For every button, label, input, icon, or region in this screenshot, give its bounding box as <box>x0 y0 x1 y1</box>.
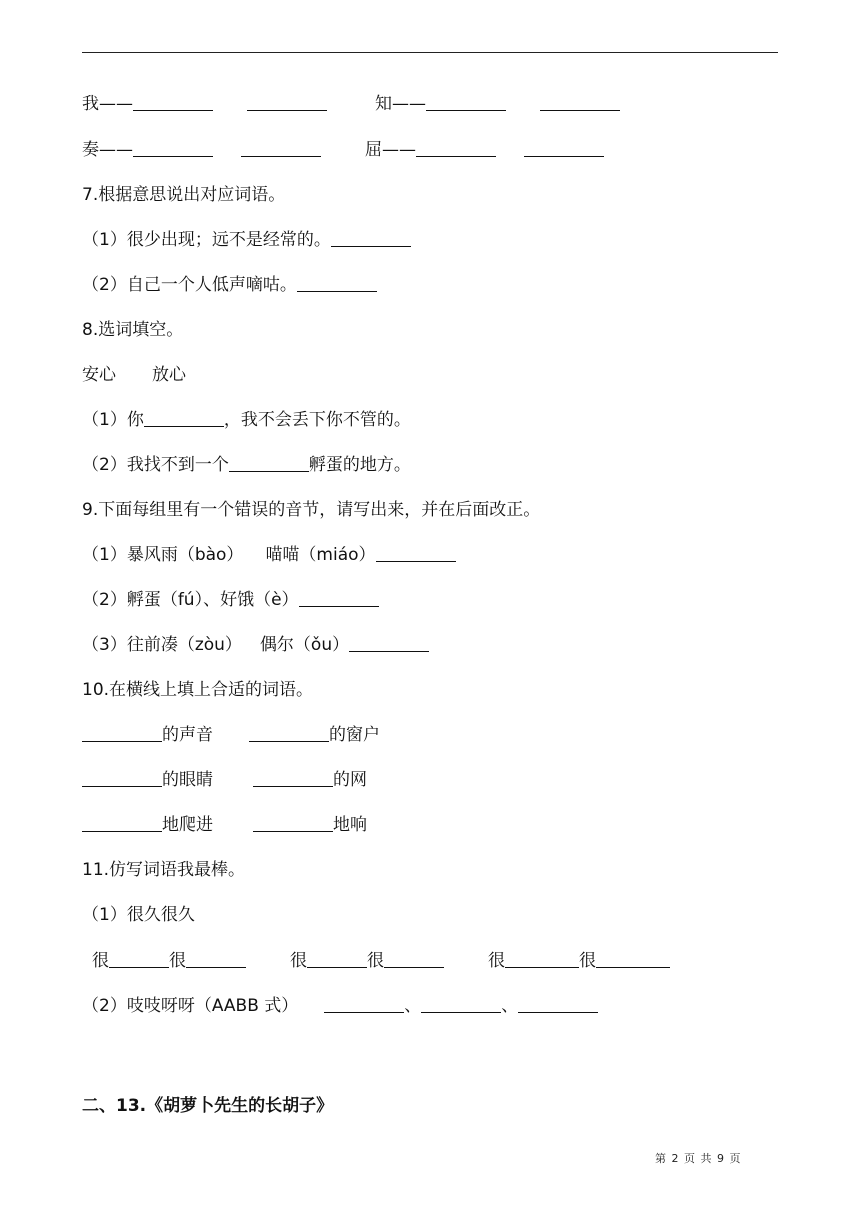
q9-item-2 <box>82 587 379 613</box>
q9-item-1-a: （1）暴风雨（bào） <box>82 545 244 565</box>
q11-sep: 、 <box>501 996 519 1016</box>
row1-char1: 我—— <box>82 94 133 114</box>
q8-item-2 <box>82 452 411 478</box>
answer-blank[interactable] <box>144 408 224 427</box>
q9-item-3 <box>82 632 429 658</box>
answer-blank[interactable] <box>299 588 379 607</box>
answer-blank[interactable] <box>505 949 579 968</box>
q10-row-2 <box>82 767 367 793</box>
q8-item-2-pre: （2）我找不到一个 <box>82 455 229 475</box>
q7-item-2 <box>82 272 377 298</box>
row2-char2: 屈—— <box>365 140 416 160</box>
q11-hen: 很 <box>290 951 307 971</box>
q9-item-1 <box>82 542 456 568</box>
answer-blank[interactable] <box>241 138 321 157</box>
q9-item-1-b: 喵喵（miáo） <box>265 545 376 565</box>
q8-item-2-post: 孵蛋的地方。 <box>308 455 411 475</box>
q9-item-3-b: 偶尔（ǒu） <box>259 635 350 655</box>
q11-hen: 很 <box>488 951 505 971</box>
answer-blank[interactable] <box>82 768 162 787</box>
q7-item-2-text: （2）自己一个人低声嘀咕。 <box>82 275 297 295</box>
section-2-title: 二、13.《胡萝卜先生的长胡子》 <box>82 1096 334 1116</box>
answer-blank[interactable] <box>331 228 411 247</box>
answer-blank[interactable] <box>376 543 456 562</box>
q10-word: 的声音 <box>162 725 213 745</box>
q9-item-2-text: （2）孵蛋（fú）、好饿（è） <box>82 590 299 610</box>
q10-title: 10.在横线上填上合适的词语。 <box>82 680 314 700</box>
answer-blank[interactable] <box>82 723 162 742</box>
q10-row-3 <box>82 812 367 838</box>
answer-blank[interactable] <box>426 92 506 111</box>
answer-blank[interactable] <box>186 949 246 968</box>
row2-char1: 奏—— <box>82 140 133 160</box>
q11-sep: 、 <box>404 996 422 1016</box>
answer-blank[interactable] <box>133 92 213 111</box>
q10-word: 地响 <box>333 815 367 835</box>
q9-title: 9.下面每组里有一个错误的音节，请写出来，并在后面改正。 <box>82 500 541 520</box>
answer-blank[interactable] <box>349 633 429 652</box>
q8-title: 8.选词填空。 <box>82 320 184 340</box>
answer-blank[interactable] <box>518 994 598 1013</box>
q10-word: 的眼睛 <box>162 770 213 790</box>
answer-blank[interactable] <box>324 994 404 1013</box>
q8-item-1-pre: （1）你 <box>82 410 144 430</box>
q11-pattern-row <box>92 948 670 974</box>
q10-word: 的窗户 <box>329 725 380 745</box>
answer-blank[interactable] <box>416 138 496 157</box>
answer-blank[interactable] <box>307 949 367 968</box>
q8-item-1 <box>82 407 411 433</box>
q10-word: 地爬进 <box>162 815 213 835</box>
q11-item-2-text: （2）吱吱呀呀（AABB 式） <box>82 996 299 1016</box>
answer-blank[interactable] <box>229 453 309 472</box>
q7-title: 7.根据意思说出对应词语。 <box>82 185 286 205</box>
q8-option-1: 安心 <box>82 365 116 385</box>
q11-hen: 很 <box>367 951 384 971</box>
q11-hen: 很 <box>579 951 596 971</box>
row1-char2: 知—— <box>375 94 426 114</box>
q8-options <box>82 362 186 388</box>
q11-title: 11.仿写词语我最棒。 <box>82 860 246 880</box>
q8-option-2: 放心 <box>152 365 186 385</box>
answer-blank[interactable] <box>297 273 377 292</box>
q9-item-3-a: （3）往前凑（zòu） <box>82 635 242 655</box>
answer-blank[interactable] <box>133 138 213 157</box>
word-row-2 <box>82 137 604 163</box>
answer-blank[interactable] <box>109 949 169 968</box>
answer-blank[interactable] <box>247 92 327 111</box>
header-rule <box>82 52 778 53</box>
answer-blank[interactable] <box>421 994 501 1013</box>
q10-word: 的网 <box>333 770 367 790</box>
q8-item-1-post: ，我不会丢下你不管的。 <box>223 410 411 430</box>
q11-item-1: （1）很久很久 <box>82 905 195 925</box>
answer-blank[interactable] <box>253 813 333 832</box>
answer-blank[interactable] <box>253 768 333 787</box>
q11-hen: 很 <box>169 951 186 971</box>
answer-blank[interactable] <box>524 138 604 157</box>
q11-item-2 <box>82 993 598 1019</box>
q7-item-1-text: （1）很少出现；远不是经常的。 <box>82 230 331 250</box>
q10-row-1 <box>82 722 380 748</box>
page-footer: 第 2 页 共 9 页 <box>655 1152 742 1165</box>
q7-item-1 <box>82 227 411 253</box>
answer-blank[interactable] <box>82 813 162 832</box>
answer-blank[interactable] <box>249 723 329 742</box>
q11-hen: 很 <box>92 951 109 971</box>
answer-blank[interactable] <box>384 949 444 968</box>
answer-blank[interactable] <box>596 949 670 968</box>
word-row-1 <box>82 91 620 117</box>
answer-blank[interactable] <box>540 92 620 111</box>
